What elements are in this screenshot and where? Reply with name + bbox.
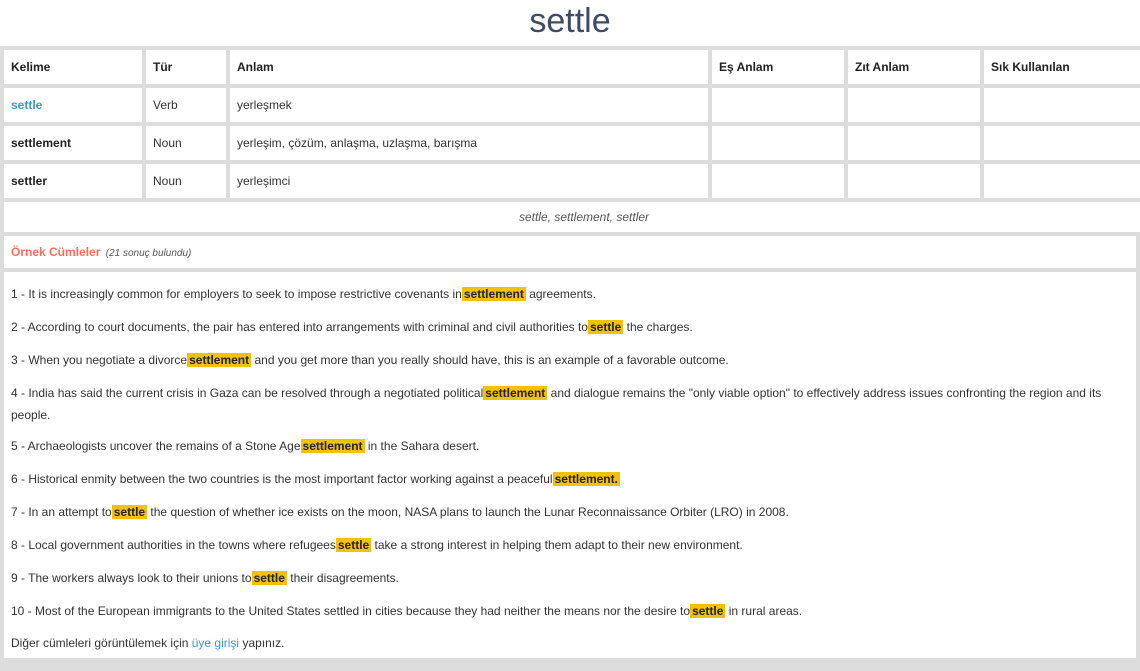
highlight: settlement bbox=[463, 287, 524, 301]
word-table bbox=[0, 46, 1140, 236]
example-sentence: 6 - Historical enmity between the two countries is the most important factor working against a peaceful settlement. bbox=[11, 472, 618, 486]
examples-title: Örnek Cümleler bbox=[11, 245, 101, 259]
example-sentence: 3 - When you negotiate a divorce settlement and you get more than you really should have, this is an example of a favorable outcome. bbox=[11, 353, 729, 367]
examples-header bbox=[4, 236, 1136, 268]
highlight: settlement bbox=[485, 386, 546, 400]
word-type: Verb bbox=[146, 88, 226, 122]
word-type: Noun bbox=[146, 126, 226, 160]
example-sentence: 4 - India has said the current crisis in Gaza can be resolved through a negotiated political settlement and dialogue remains the "only viable option" to effectively address issues confronting the region and its people. bbox=[11, 386, 1102, 422]
word-type: Noun bbox=[146, 164, 226, 198]
table-header-row bbox=[4, 50, 1140, 84]
header-antonym: Zıt Anlam bbox=[848, 50, 980, 84]
word-meaning: yerleşim, çözüm, anlaşma, uzlaşma, barışma bbox=[230, 126, 708, 160]
example-sentence: 5 - Archaeologists uncover the remains of a Stone Age settlement in the Sahara desert. bbox=[11, 439, 480, 453]
highlight: settle bbox=[113, 505, 146, 519]
example-sentence: 7 - In an attempt to settle the question of whether ice exists on the moon, NASA plans to launch the Lunar Reconnaissance Orbiter (LRO) in 2008. bbox=[11, 505, 789, 519]
word-synonym bbox=[712, 126, 844, 160]
header-type: Tür bbox=[146, 50, 226, 84]
example-sentence: 8 - Local government authorities in the towns where refugees settle take a strong interest in helping them adapt to their new environment. bbox=[11, 538, 743, 552]
highlight: settle bbox=[692, 604, 724, 618]
word-meaning: yerleşimci bbox=[230, 164, 708, 198]
highlight: settle bbox=[337, 538, 370, 552]
word-family: settle, settlement, settler bbox=[4, 202, 1140, 232]
word-name: settlement bbox=[11, 136, 72, 150]
highlight: settlement bbox=[302, 439, 363, 453]
word-link[interactable]: settle bbox=[11, 98, 43, 112]
word-antonym bbox=[848, 126, 980, 160]
word-meaning: yerleşmek bbox=[230, 88, 708, 122]
header-meaning: Anlam bbox=[230, 50, 708, 84]
highlight: settle bbox=[589, 320, 622, 334]
table-row bbox=[4, 164, 1140, 198]
header-common: Sık Kullanılan bbox=[984, 50, 1140, 84]
word-family-row bbox=[4, 202, 1140, 232]
word-name: settler bbox=[11, 174, 48, 188]
example-sentence: 10 - Most of the European immigrants to the United States settled in cities because they had neither the means nor the desire to settle in rural areas. bbox=[11, 604, 803, 618]
examples-list bbox=[4, 272, 1136, 658]
word-antonym bbox=[848, 88, 980, 122]
highlight: settlement bbox=[189, 353, 250, 367]
table-row bbox=[4, 88, 1140, 122]
word-common bbox=[984, 88, 1140, 122]
example-sentence: 2 - According to court documents, the pair has entered into arrangements with criminal and civil authorities to settle the charges. bbox=[11, 320, 693, 334]
content-frame bbox=[0, 46, 1140, 671]
header-word: Kelime bbox=[4, 50, 142, 84]
header-synonym: Eş Anlam bbox=[712, 50, 844, 84]
word-synonym bbox=[712, 164, 844, 198]
highlight: settle bbox=[253, 571, 285, 585]
login-note: Diğer cümleleri görüntülemek için üye girişi yapınız. bbox=[11, 636, 285, 650]
word-common bbox=[984, 126, 1140, 160]
login-link[interactable]: üye girişi bbox=[191, 636, 240, 650]
word-antonym bbox=[848, 164, 980, 198]
table-row bbox=[4, 126, 1140, 160]
highlight: settlement. bbox=[554, 472, 618, 486]
word-synonym bbox=[712, 88, 844, 122]
page-title: settle bbox=[529, 2, 611, 40]
examples-count: (21 sonuç bulundu) bbox=[105, 248, 192, 259]
example-sentence: 9 - The workers always look to their unions to settle their disagreements. bbox=[11, 571, 399, 585]
example-sentence: 1 - It is increasingly common for employers to seek to impose restrictive covenants in settlement agreements. bbox=[11, 287, 596, 301]
word-common bbox=[984, 164, 1140, 198]
